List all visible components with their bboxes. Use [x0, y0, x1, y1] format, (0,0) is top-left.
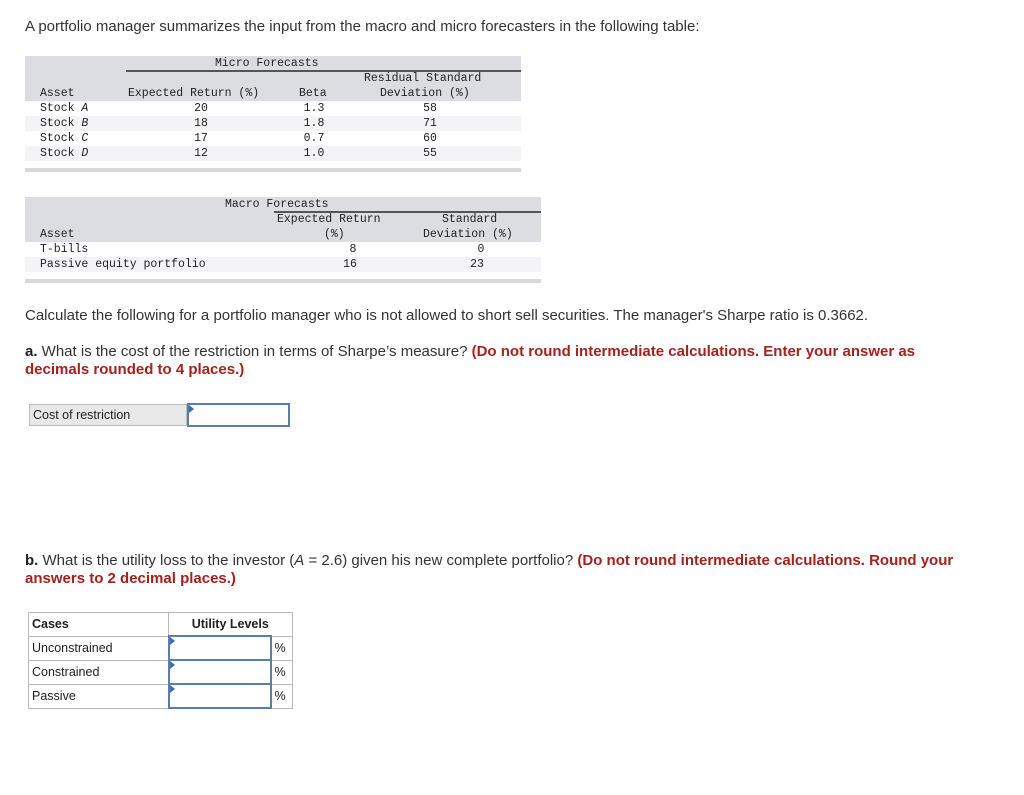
question-b: b. What is the utility loss to the investor (A = 2.6) given his new complete portfolio? (Do not round intermediate calculations. Round your answers to 2 decimal places.) — [25, 552, 954, 587]
percent-unit: % — [271, 636, 293, 660]
macro-col-asset: Asset — [40, 228, 75, 241]
macro-title: Macro Forecasts — [225, 198, 329, 211]
micro-rsd: 71 — [423, 117, 437, 130]
micro-asset: Stock B — [40, 117, 89, 130]
micro-er: 12 — [194, 147, 208, 160]
micro-rsd: 55 — [423, 147, 437, 160]
utility-table — [28, 612, 293, 709]
micro-asset: Stock A — [40, 102, 89, 115]
case-label: Unconstrained — [29, 636, 169, 660]
input-marker-icon — [170, 661, 175, 669]
micro-title: Micro Forecasts — [215, 57, 319, 70]
micro-bottom-rule — [25, 168, 521, 172]
micro-beta: 1.3 — [303, 102, 325, 115]
utility-input-passive[interactable] — [169, 684, 271, 708]
micro-col-asset: Asset — [40, 87, 75, 100]
macro-col-er-1: Expected Return — [277, 213, 381, 226]
utility-row — [29, 636, 293, 660]
utility-header-row — [29, 613, 293, 637]
intro-text: A portfolio manager summarizes the input from the macro and micro forecasters in the following table: — [25, 18, 700, 35]
input-marker-icon — [170, 637, 175, 645]
micro-er: 18 — [194, 117, 208, 130]
question-b-instruction: (Do not round intermediate calculations. Round your answers to 2 decimal places.) — [25, 552, 954, 587]
micro-rsd: 58 — [423, 102, 437, 115]
col-cases: Cases — [29, 613, 169, 637]
micro-er: 20 — [194, 102, 208, 115]
question-a-label: a. — [25, 343, 38, 360]
macro-bottom-rule — [25, 279, 541, 283]
case-label: Constrained — [29, 660, 169, 684]
micro-col-residual-1: Residual Standard — [364, 72, 482, 85]
micro-rsd: 60 — [423, 132, 437, 145]
macro-er: 8 — [349, 243, 357, 256]
micro-col-beta: Beta — [299, 87, 327, 100]
macro-asset: Passive equity portfolio — [40, 258, 206, 271]
micro-beta: 0.7 — [303, 132, 325, 145]
macro-er: 16 — [343, 258, 357, 271]
micro-col-expected-return: Expected Return (%) — [128, 87, 260, 100]
percent-unit: % — [271, 684, 293, 708]
question-b-label: b. — [25, 552, 39, 569]
micro-stripe-1 — [25, 116, 521, 131]
question-a-instruction: (Do not round intermediate calculations. Enter your answer as decimals rounded to 4 places.) — [25, 343, 916, 378]
micro-beta: 1.8 — [303, 117, 325, 130]
macro-col-sd-1: Standard — [442, 213, 498, 226]
cost-restriction-input[interactable] — [187, 403, 290, 427]
macro-sd: 0 — [477, 243, 485, 256]
micro-col-residual-2: Deviation (%) — [380, 87, 470, 100]
utility-row — [29, 660, 293, 684]
case-label: Passive — [29, 684, 169, 708]
cost-restriction-label: Cost of restriction — [29, 404, 187, 426]
micro-stripe-2 — [25, 146, 521, 161]
micro-beta: 1.0 — [303, 147, 325, 160]
micro-asset: Stock C — [40, 132, 89, 145]
micro-asset: Stock D — [40, 147, 89, 160]
macro-sd: 23 — [470, 258, 484, 271]
percent-unit: % — [271, 660, 293, 684]
calc-instructions: Calculate the following for a portfolio manager who is not allowed to short sell securities. The manager's Sharpe ratio is 0.3662. — [25, 307, 869, 324]
macro-col-er-2: (%) — [324, 228, 345, 241]
input-marker-icon — [170, 685, 175, 693]
macro-col-sd-2: Deviation (%) — [423, 228, 513, 241]
col-utility-levels: Utility Levels — [169, 613, 293, 637]
utility-row — [29, 684, 293, 708]
macro-asset: T-bills — [40, 243, 89, 256]
utility-input-constrained[interactable] — [169, 660, 271, 684]
micro-er: 17 — [194, 132, 208, 145]
question-a: a. What is the cost of the restriction in terms of Sharpe’s measure? (Do not round intermediate calculations. Enter your answer as decimals rounded to 4 places.) — [25, 343, 916, 378]
input-marker-icon — [189, 405, 194, 413]
utility-input-unconstrained[interactable] — [169, 636, 271, 660]
